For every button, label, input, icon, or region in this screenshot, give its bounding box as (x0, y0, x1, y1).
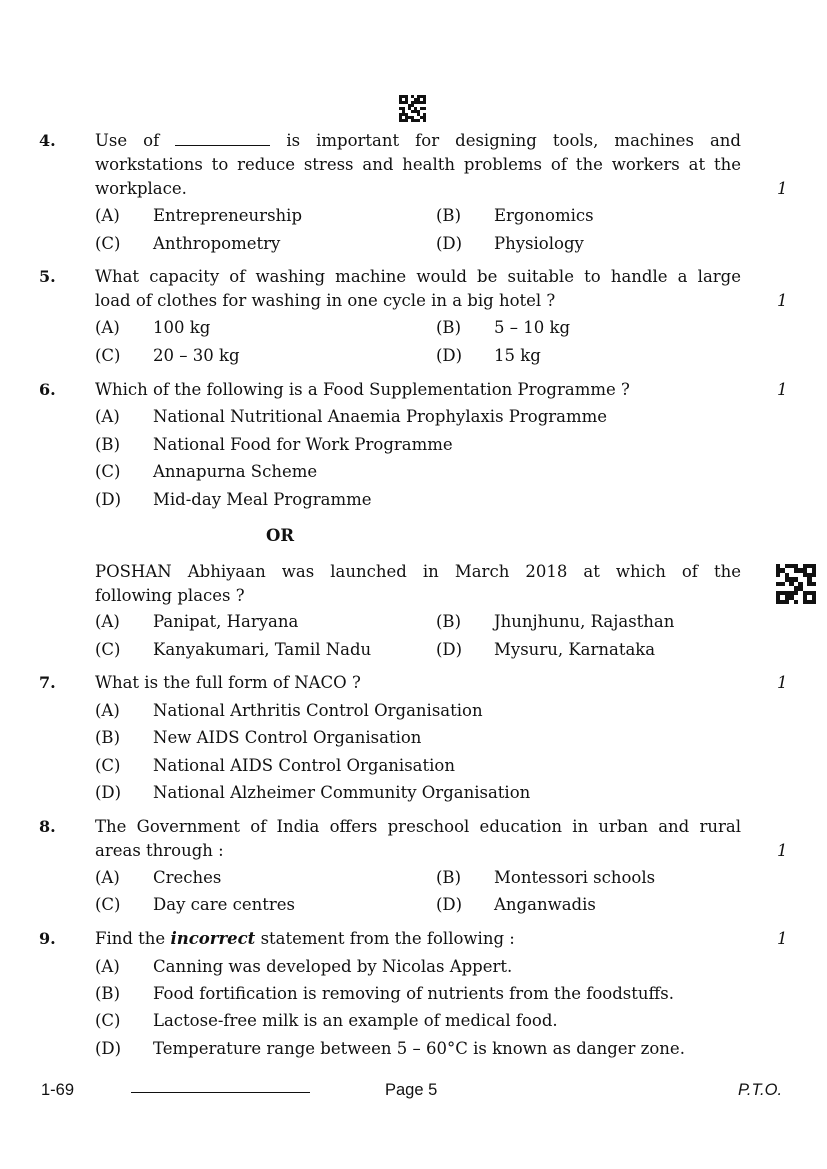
option-label: (A) (95, 957, 120, 976)
question-number: 9. (39, 929, 56, 948)
question-number: 5. (39, 267, 56, 286)
question-text: Which of the following is a Food Supplementation Programme ? (95, 380, 630, 399)
marks: 1 (777, 929, 788, 948)
or-separator: OR (266, 526, 295, 545)
marks: 1 (777, 179, 788, 198)
option-label: (B) (436, 612, 461, 631)
option-text: Canning was developed by Nicolas Appert. (153, 957, 513, 976)
qr-code-top (399, 95, 426, 122)
option-label: (A) (95, 701, 120, 720)
option-text: National Arthritis Control Organisation (153, 701, 483, 720)
option-label: (D) (95, 783, 122, 802)
option-text: National Alzheimer Community Organisation (153, 783, 531, 802)
option-label: (D) (95, 1039, 122, 1058)
option-text: 100 kg (153, 318, 211, 337)
option-label: (C) (95, 640, 121, 659)
emphasis-incorrect: incorrect (170, 929, 256, 948)
text-fragment: is important for designing tools, machines and (286, 131, 741, 150)
marks: 1 (777, 673, 788, 692)
option-label: (B) (95, 435, 120, 454)
option-text: Mid-day Meal Programme (153, 490, 372, 509)
footer-rule (131, 1092, 310, 1093)
question-number: 8. (39, 817, 56, 836)
option-text: New AIDS Control Organisation (153, 728, 422, 747)
option-label: (D) (436, 234, 463, 253)
option-label: (A) (95, 868, 120, 887)
option-text: National Food for Work Programme (153, 435, 453, 454)
option-label: (B) (436, 206, 461, 225)
option-text: Anganwadis (494, 895, 596, 914)
question-number: 6. (39, 380, 56, 399)
question-text: Use of is important for designing tools, machines and workstations to reduce stress and health problems of the workers at the workplace. (95, 131, 741, 198)
text-fragment: Find the (95, 929, 166, 948)
option-label: (D) (436, 895, 463, 914)
option-text: Kanyakumari, Tamil Nadu (153, 640, 372, 659)
option-text: Ergonomics (494, 206, 594, 225)
option-text: Mysuru, Karnataka (494, 640, 656, 659)
question-number: 7. (39, 673, 56, 692)
option-label: (B) (95, 728, 120, 747)
qr-code-side (776, 564, 816, 604)
question-text: What capacity of washing machine would be suitable to handle a large load of clothes for washing in one cycle in a big hotel ? (95, 267, 741, 310)
text-fragment: statement from the following : (260, 929, 515, 948)
alternate-question-text: POSHAN Abhiyaan was launched in March 2018 at which of the following places ? (95, 562, 741, 605)
option-label: (D) (436, 346, 463, 365)
option-label: (A) (95, 206, 120, 225)
paper-code: 1-69 (41, 1081, 75, 1099)
option-label: (D) (436, 640, 463, 659)
option-label: (C) (95, 1011, 121, 1030)
option-text: Montessori schools (494, 868, 656, 887)
question-text (95, 927, 741, 951)
option-text: Panipat, Haryana (153, 612, 299, 631)
option-text: Lactose-free milk is an example of medical food. (153, 1011, 558, 1030)
fill-in-blank (175, 129, 270, 146)
option-text: Food fortification is removing of nutrients from the foodstuffs. (153, 984, 674, 1003)
option-label: (B) (436, 318, 461, 337)
option-label: (D) (95, 490, 122, 509)
option-label: (C) (95, 234, 121, 253)
option-label: (C) (95, 895, 121, 914)
option-label: (A) (95, 318, 120, 337)
option-text: Physiology (494, 234, 584, 253)
marks: 1 (777, 380, 788, 399)
marks: 1 (777, 841, 788, 860)
option-text: National Nutritional Anaemia Prophylaxis Programme (153, 407, 608, 426)
option-label: (B) (95, 984, 120, 1003)
option-text: Entrepreneurship (153, 206, 303, 225)
option-text: Annapurna Scheme (153, 462, 318, 481)
question-number: 4. (39, 131, 56, 150)
question-text: What is the full form of NACO ? (95, 673, 361, 692)
option-label: (B) (436, 868, 461, 887)
option-label: (A) (95, 612, 120, 631)
option-label: (A) (95, 407, 120, 426)
option-label: (C) (95, 462, 121, 481)
option-text: Temperature range between 5 – 60°C is known as danger zone. (153, 1039, 685, 1058)
option-text: 15 kg (494, 346, 541, 365)
question-text: The Government of India offers preschool education in urban and rural areas through : (95, 817, 741, 860)
page-number: Page 5 (385, 1081, 438, 1099)
option-text: Day care centres (153, 895, 295, 914)
marks: 1 (777, 291, 788, 310)
option-label: (C) (95, 346, 121, 365)
option-text: 5 – 10 kg (494, 318, 571, 337)
option-label: (C) (95, 756, 121, 775)
option-text: Jhunjhunu, Rajasthan (494, 612, 675, 631)
text-fragment: Use of (95, 131, 160, 150)
option-text: National AIDS Control Organisation (153, 756, 455, 775)
option-text: Anthropometry (153, 234, 281, 253)
option-text: Creches (153, 868, 222, 887)
option-text: 20 – 30 kg (153, 346, 240, 365)
please-turn-over: P.T.O. (738, 1081, 783, 1099)
